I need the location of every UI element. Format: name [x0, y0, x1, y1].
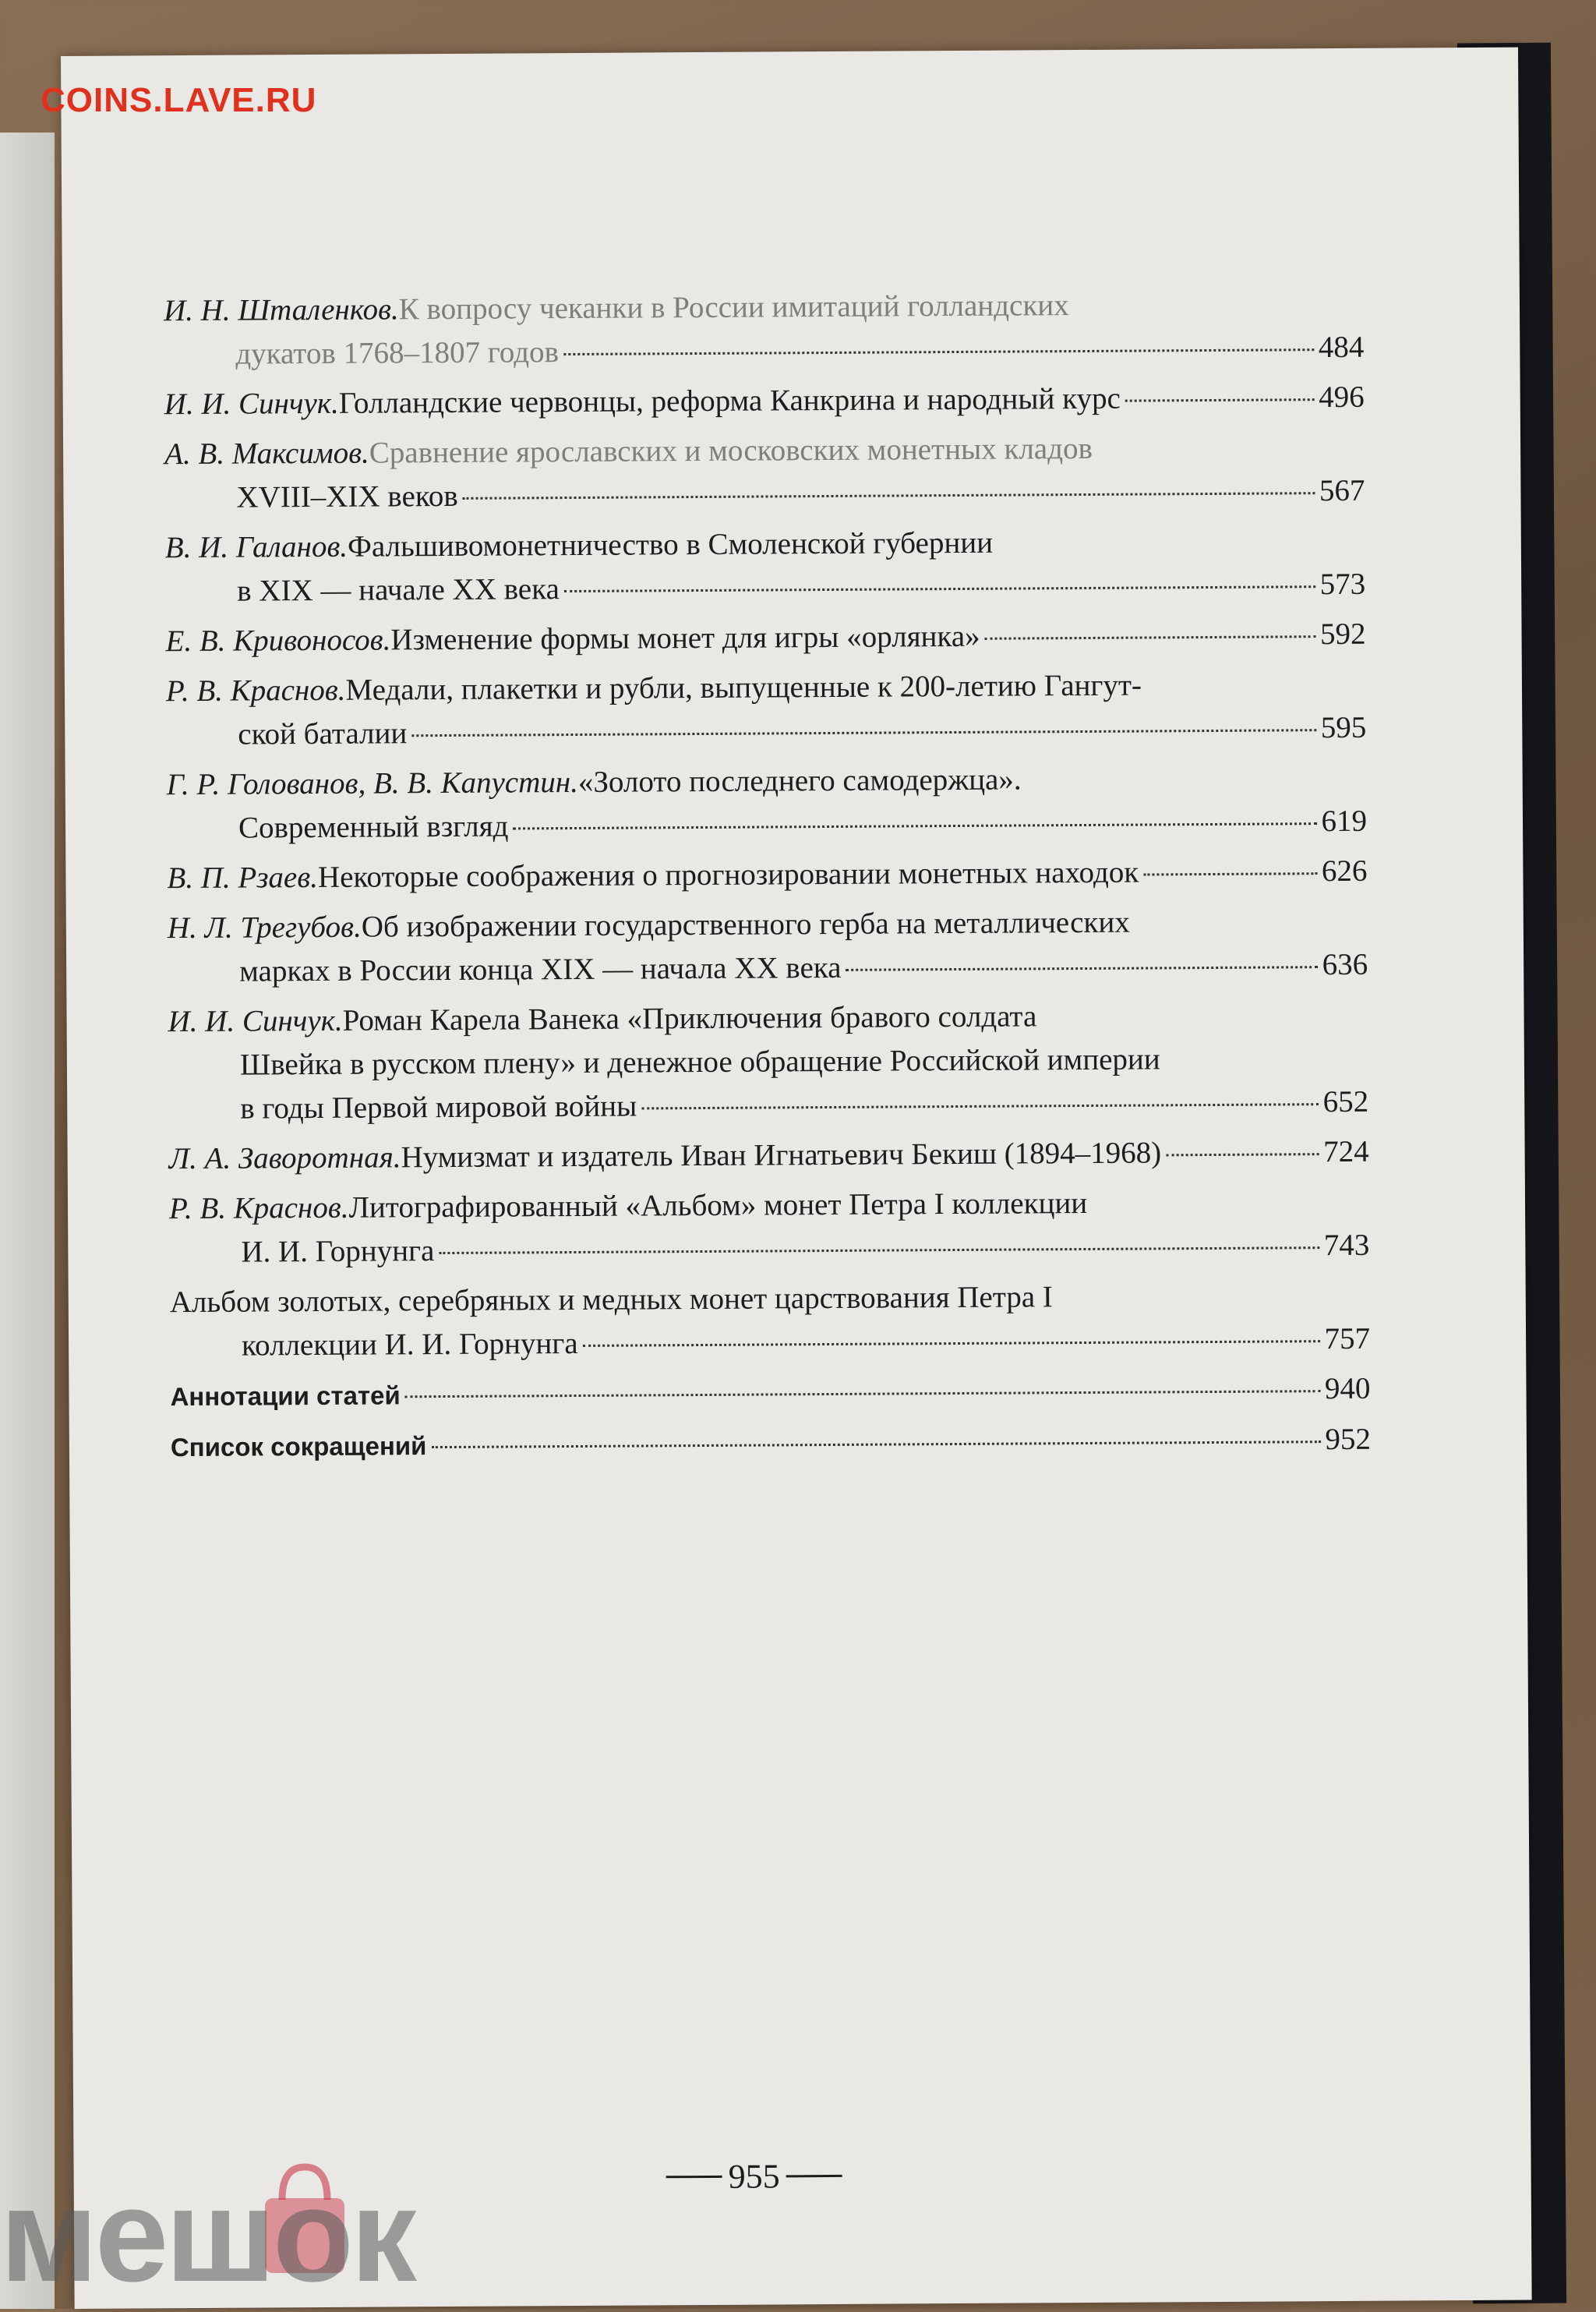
dot-leader: [1125, 398, 1314, 401]
entry-title: Литографированный «Альбом» монет Петра I коллекции: [348, 1186, 1088, 1225]
toc-entry: [164, 426, 1365, 520]
entry-title: Альбом золотых, серебряных и медных монет царствования Петра I: [169, 1280, 1053, 1320]
toc-entry: [166, 663, 1367, 757]
section-page: 940: [1324, 1371, 1371, 1406]
entry-title-cont: XVIII–XIX веков: [236, 479, 458, 514]
entry-title-cont: Швейка в русском плену» и денежное обращение Российской империи: [239, 1042, 1160, 1082]
entry-page: 484: [1318, 330, 1365, 365]
watermark-meshok: мешок: [0, 2162, 414, 2310]
entry-title: Голландские червонцы, реформа Канкрина и народный курс: [338, 381, 1121, 420]
dot-leader: [439, 1246, 1319, 1254]
dot-leader: [405, 1390, 1320, 1398]
entry-author: И. И. Синчук.: [164, 386, 339, 422]
entry-title: Об изображении государственного герба на металлических: [361, 905, 1130, 944]
toc-entry: [165, 613, 1365, 663]
toc-entry: [165, 519, 1366, 613]
entry-title-cont: ской баталии: [238, 716, 408, 751]
dot-leader: [985, 635, 1315, 640]
section-title: Список сокращений: [170, 1431, 427, 1462]
entry-title-cont: Современный взгляд: [238, 809, 509, 845]
toc-entry: [168, 900, 1368, 994]
entry-author: Е. В. Кривоносов.: [165, 623, 391, 659]
entry-title: Медали, плакетки и рубли, выпущенные к 200-летию Гангут-: [345, 668, 1142, 707]
dot-leader: [641, 1103, 1318, 1109]
watermark-coins-lave: COINS.LAVE.RU: [41, 81, 317, 119]
entry-page: 626: [1321, 854, 1368, 889]
toc-entry: [164, 282, 1365, 376]
dot-leader: [463, 492, 1315, 500]
entry-page: 724: [1322, 1134, 1369, 1169]
entry-title: Изменение формы монет для игры «орлянка»: [390, 619, 980, 657]
entry-title-cont: И. И. Горнунга: [241, 1234, 435, 1269]
toc-section: [170, 1367, 1370, 1419]
entry-author: Л. А. Заворотная.: [168, 1140, 401, 1176]
entry-page: 636: [1322, 947, 1368, 982]
entry-author: Г. Р. Голованов, В. В. Капустин.: [166, 765, 579, 802]
page-number-dash-left: [666, 2176, 722, 2178]
entry-author: Р. В. Краснов.: [168, 1190, 349, 1226]
page-number-dash-right: [786, 2175, 842, 2177]
entry-title-cont: дукатов 1768–1807 годов: [235, 335, 560, 371]
dot-leader: [513, 822, 1316, 829]
dot-leader: [431, 1441, 1320, 1448]
dot-leader: [563, 348, 1314, 355]
entry-title: Некоторые соображения о прогнозировании монетных находок: [317, 855, 1139, 895]
book-page: [61, 48, 1532, 2309]
entry-title: Фальшивомонетничество в Смоленской губернии: [347, 525, 994, 564]
left-page-edge: [0, 133, 55, 2309]
section-page: 952: [1325, 1422, 1372, 1457]
entry-title-cont: в XIX — начале XX века: [237, 572, 560, 608]
entry-title-cont: марках в России конца XIX — начала XX века: [239, 950, 842, 988]
dot-leader: [846, 966, 1318, 971]
entry-page: 652: [1322, 1084, 1369, 1119]
entry-author: В. И. Галанов.: [164, 529, 348, 565]
entry-page: 595: [1320, 710, 1367, 745]
table-of-contents: [164, 282, 1371, 1476]
toc-entry: [167, 850, 1367, 900]
entry-title-cont: коллекции И. И. Горнунга: [241, 1326, 578, 1363]
entry-author: И. И. Синчук.: [168, 1003, 343, 1039]
toc-entry: [169, 1180, 1370, 1274]
entry-title: Сравнение ярославских и московских монетных кладов: [369, 431, 1093, 470]
entry-page: 743: [1323, 1228, 1370, 1263]
entry-title-cont: в годы Первой мировой войны: [240, 1089, 637, 1126]
dot-leader: [1166, 1153, 1319, 1156]
entry-author: Р. В. Краснов.: [165, 673, 346, 709]
toc-entry: [164, 376, 1365, 426]
toc-entry: [168, 993, 1368, 1131]
section-title: Аннотации статей: [170, 1380, 401, 1412]
toc-entry: [167, 756, 1368, 850]
toc-section: [171, 1418, 1371, 1469]
page-number: [666, 2156, 842, 2197]
entry-author: Н. Л. Трегубов.: [167, 910, 362, 946]
entry-page: 496: [1319, 380, 1365, 415]
toc-entry: [170, 1274, 1371, 1368]
entry-author: И. Н. Шталенков.: [163, 292, 399, 328]
entry-title: «Золото последнего самодержца».: [577, 762, 1022, 799]
entry-author: В. П. Рзаев.: [167, 861, 319, 896]
entry-page: 592: [1319, 617, 1366, 652]
entry-title: К вопросу чеканки в России имитаций голландских: [398, 288, 1069, 327]
entry-page: 573: [1319, 567, 1366, 602]
entry-title: Нумизмат и издатель Иван Игнатьевич Бекиш (1894–1968): [401, 1136, 1162, 1175]
dot-leader: [564, 585, 1315, 592]
page-number-value: 955: [728, 2157, 780, 2196]
entry-page: 757: [1324, 1321, 1371, 1356]
entry-author: А. В. Максимов.: [164, 436, 369, 472]
entry-page: 619: [1321, 804, 1368, 839]
dot-leader: [411, 729, 1316, 737]
dot-leader: [583, 1340, 1320, 1347]
toc-entry: [168, 1130, 1368, 1181]
entry-title: Роман Карела Ванека «Приключения бравого солдата: [342, 999, 1037, 1038]
dot-leader: [1143, 872, 1317, 875]
entry-page: 567: [1319, 473, 1365, 508]
